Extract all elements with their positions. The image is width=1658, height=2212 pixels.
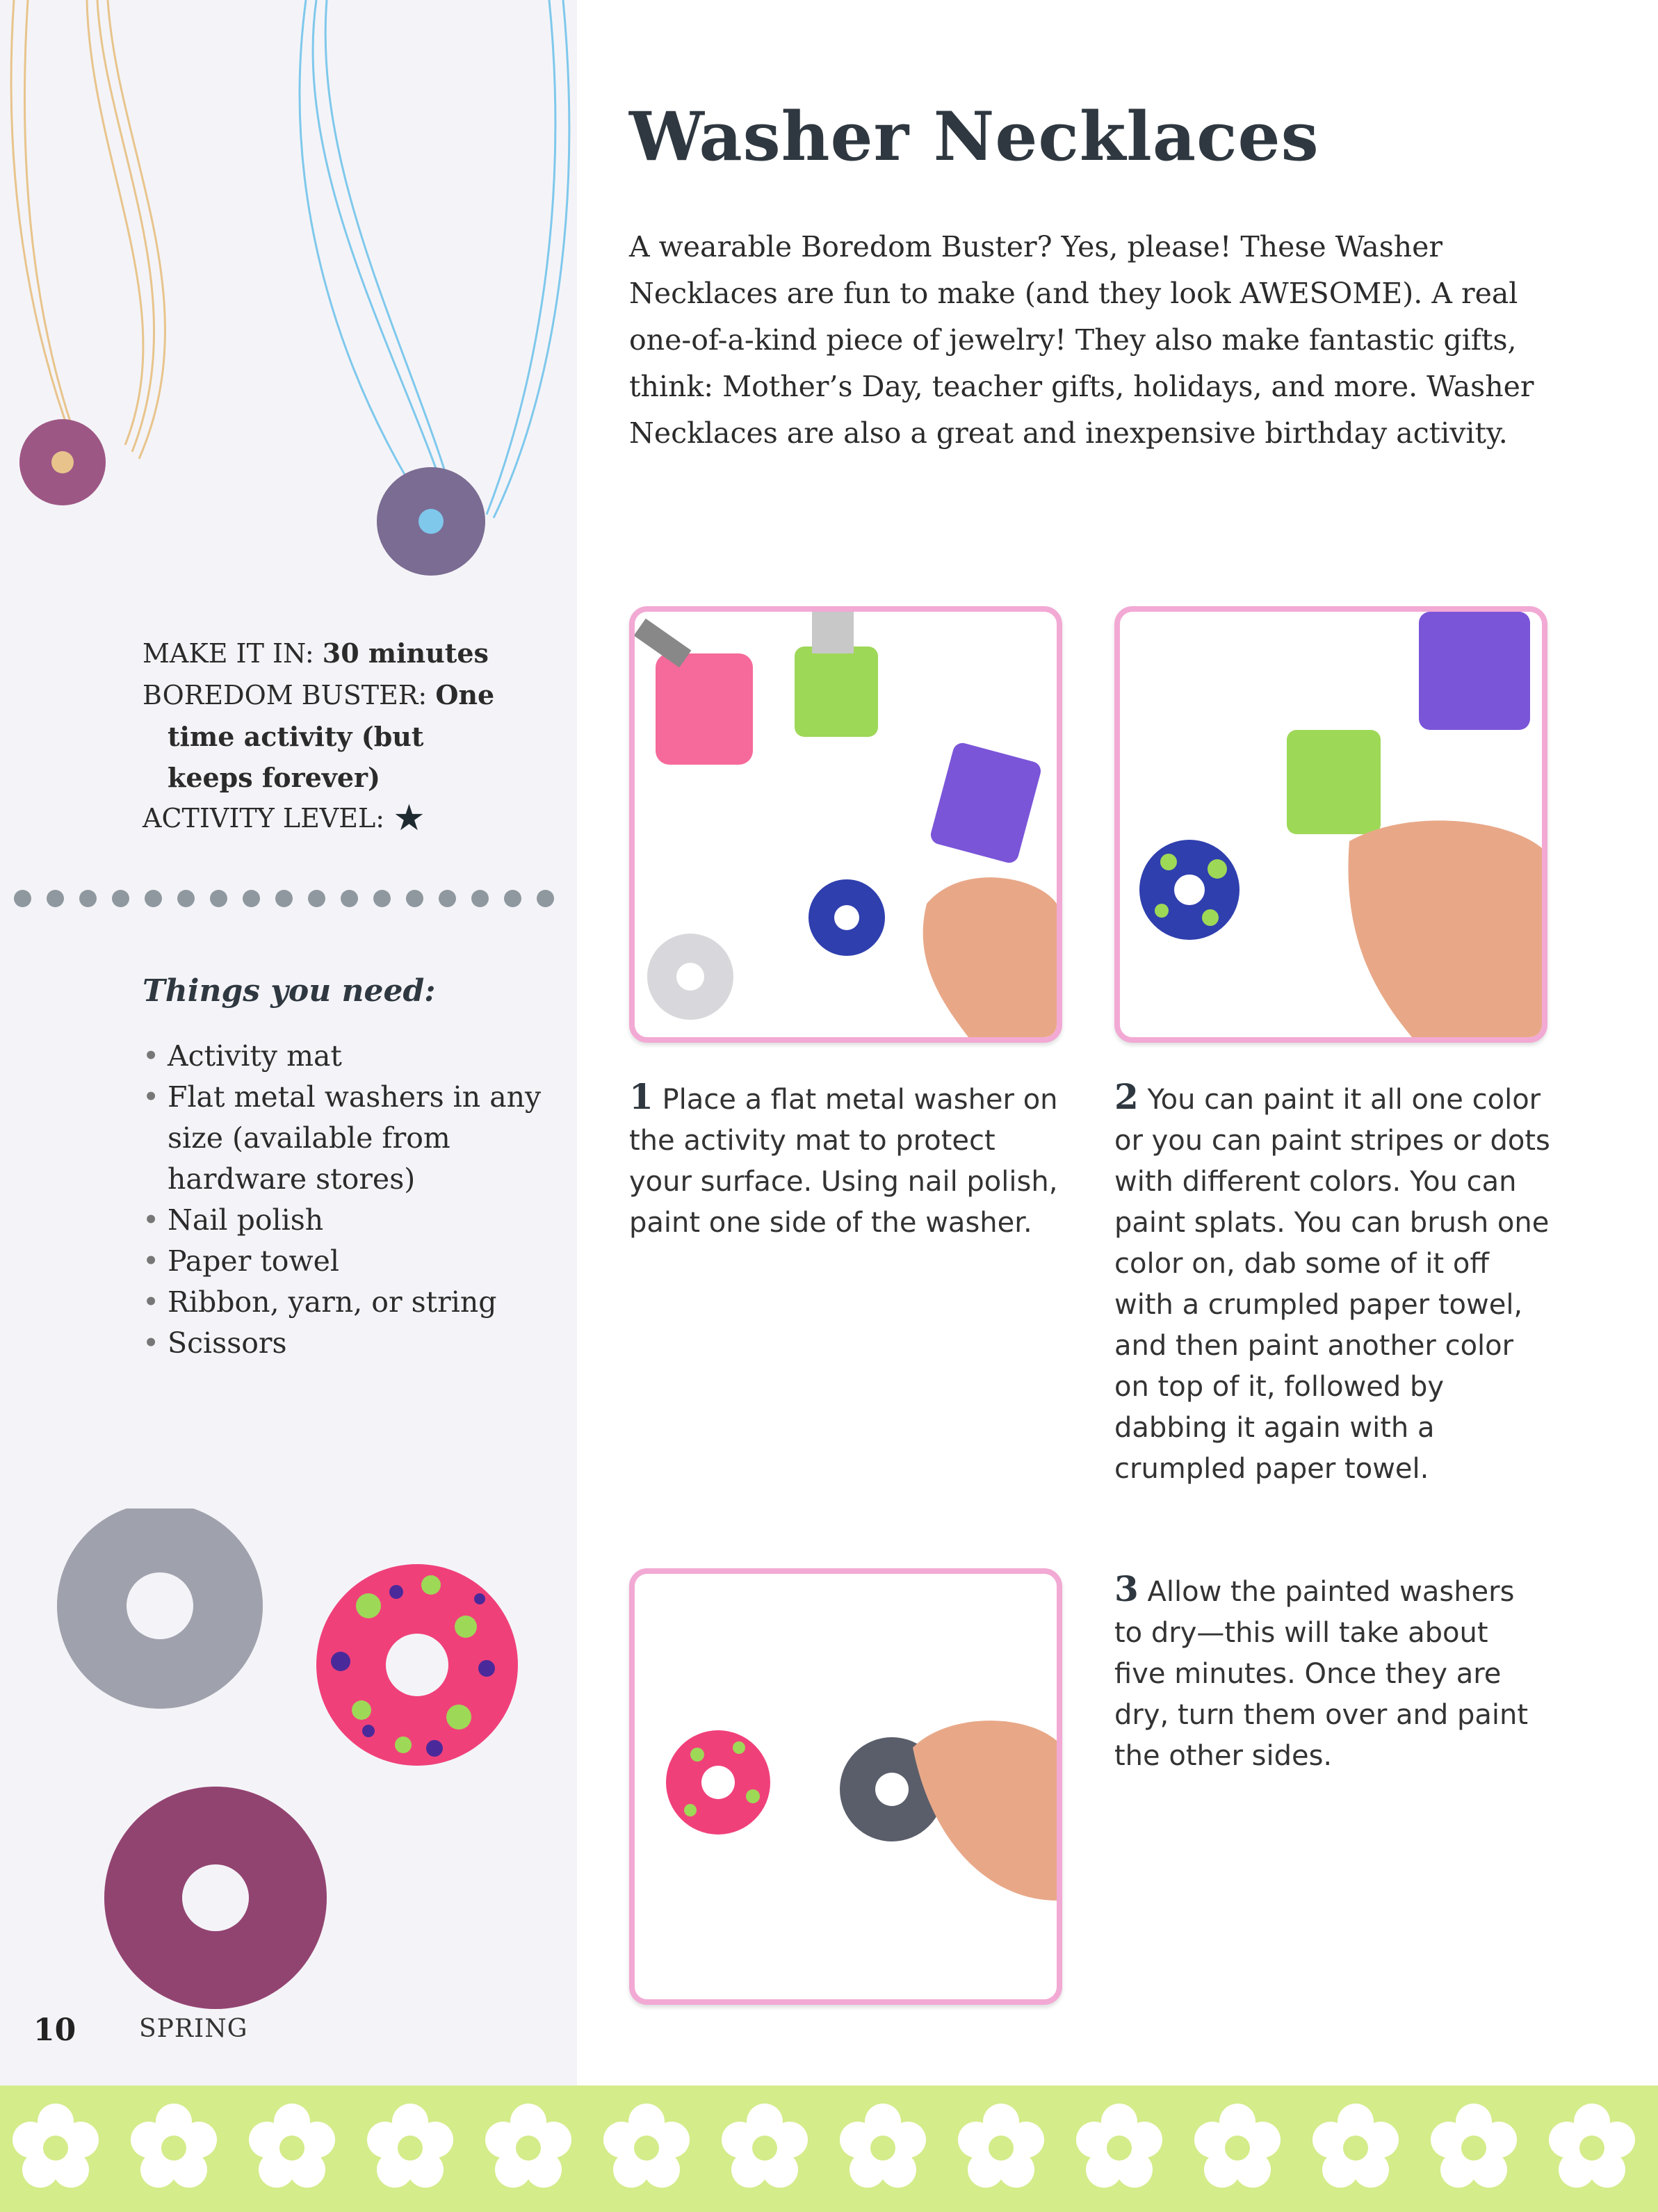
boredom-label: BOREDOM BUSTER: — [143, 680, 436, 710]
activity-info — [143, 633, 532, 839]
activity-level-row — [143, 798, 532, 839]
dotted-divider — [14, 890, 570, 911]
step-2-number: 2 — [1114, 1076, 1139, 1117]
step-3 — [1114, 1568, 1545, 1777]
list-item: • Activity mat — [143, 1036, 574, 1077]
step-2-text: You can paint it all one color or you can paint stripes or dots with different colors. You can paint splats. You can brush one color on, dab some of it off with a crumpled paper towel, and then paint another color on top of it, followed by dabbing it again with a crumpled paper towel. — [1114, 1084, 1550, 1485]
step-3-text: Allow the painted washers to dry—this will take about five minutes. Once they are dry, turn them over and paint the other sides. — [1114, 1576, 1529, 1772]
step-1-photo — [629, 606, 1062, 1043]
list-item: • Flat metal washers in any size (available from hardware stores) — [143, 1077, 574, 1200]
page-title: Washer Necklaces — [629, 97, 1319, 176]
list-item: • Scissors — [143, 1323, 574, 1364]
boredom-value: One — [435, 679, 495, 710]
make-time-label: MAKE IT IN: — [143, 638, 323, 669]
finished-washers-illustration — [42, 1508, 528, 2030]
list-item: • Paper towel — [143, 1241, 574, 1282]
boredom-value-cont: time activity (but — [168, 721, 424, 752]
page-number: 10 — [33, 2012, 76, 2048]
things-you-need-heading: Things you need: — [143, 973, 436, 1009]
boredom-row — [143, 674, 532, 716]
supplies-list — [143, 1036, 574, 1364]
list-item: • Nail polish — [143, 1200, 574, 1241]
step-2 — [1114, 1076, 1552, 1490]
step-3-photo — [629, 1568, 1062, 2005]
make-time-value: 30 minutes — [322, 637, 489, 669]
boredom-value-cont-2: keeps forever) — [168, 762, 381, 793]
step-1-text: Place a flat metal washer on the activity mat to protect your surface. Using nail polish, paint one side of the washer. — [629, 1084, 1058, 1239]
intro-paragraph: A wearable Boredom Buster? Yes, please! These Washer Necklaces are fun to make (and they look AWESOME). A real one-of-a-kind piece of jewelry! They also make fantastic gifts, think: Mother’s Day, teacher gifts, holidays, and more. Washer Necklaces are also a great and inexpensive birthday activity. — [629, 230, 1534, 450]
step-1 — [629, 1076, 1060, 1244]
list-item: • Ribbon, yarn, or string — [143, 1282, 574, 1323]
step-1-number: 1 — [629, 1076, 653, 1117]
star-icon: ★ — [393, 797, 425, 839]
make-time-row — [143, 633, 532, 674]
section-label: SPRING — [139, 2015, 248, 2043]
activity-level-label: ACTIVITY LEVEL: — [143, 803, 393, 833]
step-2-photo — [1114, 606, 1547, 1043]
flower-border — [0, 2085, 1658, 2212]
necklace-illustration — [0, 0, 577, 591]
step-3-number: 3 — [1114, 1568, 1139, 1609]
